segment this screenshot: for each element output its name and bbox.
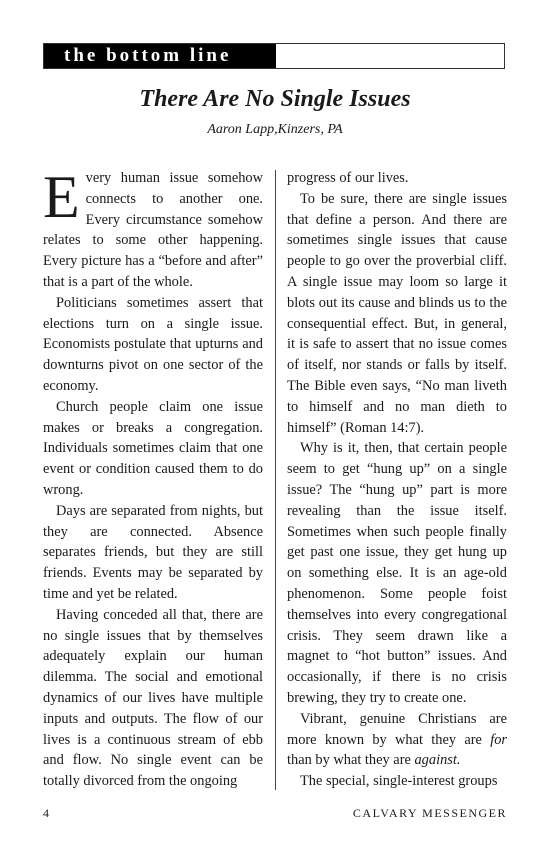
paragraph: Having conceded all that, there are no single issues that by themselves adequately explain our human dilemma. The social and emotional dynamics of our lives have multiple inputs and outputs. The flow of our lives is a continuous stream of ebb and flow. No single event can be totally divorced from the ongoing [43,606,263,790]
section-label: the bottom line [44,44,276,68]
paragraph: The special, single-interest groups [300,773,498,790]
paragraph [287,709,507,771]
paragraph [43,164,263,293]
publication-name: CALVARY MESSENGER [352,806,507,820]
paragraph: Days are separated from nights, but they are connected. Absence separates friends, but they are still friends. Events may be separated by time and yet be related. [43,502,263,602]
article-title: There Are No Single Issues [139,86,411,112]
right-column [287,168,507,792]
paragraph: Church people claim one issue makes or breaks a congregation. Individuals sometimes claim that one event or condition caused them to do wrong. [43,398,263,498]
paragraph: To be sure, there are single issues that define a person. And there are sometimes single issues that cause people to go over the proverbial cliff. A single issue may loom so large it blots out its cause and blinds us to the consequential effect. But, in general, it is safe to assert that no issue comes of itself, nor stands or falls by itself. The Bible even says, “No man liveth to himself and no man dieth to himself” (Roman 14:7). [287,190,507,436]
paragraph: Politicians sometimes assert that elections turn on a single issue. Economists postulate that upturns and downturns pivot on one sector of the economy. [43,294,263,394]
emphasis-for: for [490,731,507,748]
emphasis-against: against. [414,752,461,769]
paragraph-text: than by what they are [287,752,415,769]
column-divider [275,170,276,790]
paragraph-text: Vibrant, genuine Christians are more known by what they are [287,710,507,748]
page-number: 4 [43,806,49,820]
drop-cap: E [43,164,80,230]
paragraph: progress of our lives. [287,170,409,186]
article-byline: Aaron Lapp,Kinzers, PA [207,122,343,137]
section-header-bar [43,43,505,69]
paragraph: Why is it, then, that certain people seem to get “hung up” on a single issue? The “hung up” part is more revealing than the issue itself. Sometimes when such people finally get past one issue, they get hung up on something else. It is an age-old phenomenon. Some people foist themselves into every congregational crisis. They seem drawn like a magnet to “hot button” issues. And occasionally, if there is no crisis brewing, they try to create one. [287,440,507,706]
paragraph-text: very human issue somehow connects to another one. Every circumstance somehow relates to some other happening. Every picture has a “before and after” that is a part of the whole. [43,170,263,290]
left-column [43,164,263,792]
